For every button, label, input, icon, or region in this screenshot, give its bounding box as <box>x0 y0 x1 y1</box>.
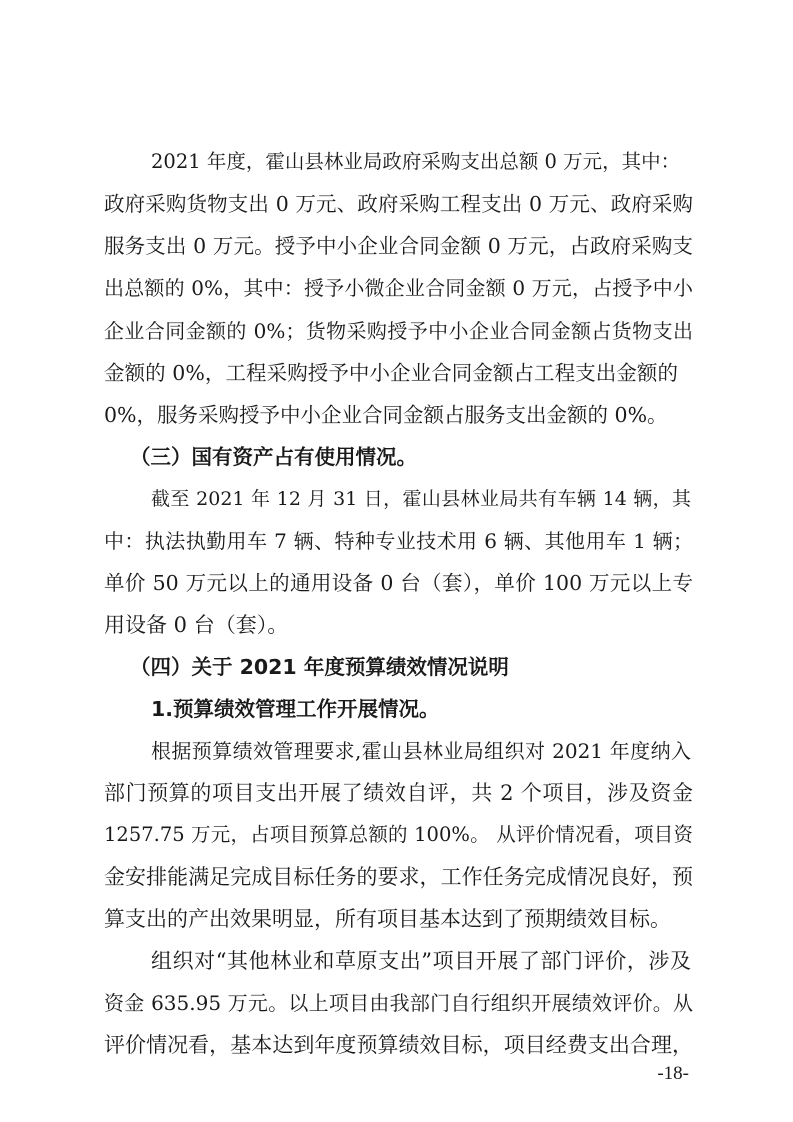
paragraph-line: 企业合同金额的 0%；货物采购授予中小企业合同金额占货物支出 <box>104 319 693 343</box>
paragraph-line: 中：执法执勤用车 7 辆、特种专业技术用 6 辆、其他用车 1 辆； <box>104 529 693 553</box>
paragraph-line: 0%，服务采购授予中小企业合同金额占服务支出金额的 0%。 <box>104 403 668 427</box>
section-heading: （三）国有资产占有使用情况。 <box>130 445 417 469</box>
paragraph-line: 服务支出 0 万元。授予中小企业合同金额 0 万元，占政府采购支 <box>104 234 693 258</box>
paragraph-line: 2021 年度，霍山县林业局政府采购支出总额 0 万元，其中： <box>151 150 681 173</box>
paragraph-line: 政府采购货物支出 0 万元、政府采购工程支出 0 万元、政府采购 <box>104 192 693 216</box>
paragraph-line: 1257.75 万元，占项目预算总额的 100%。 从评价情况看，项目资 <box>104 823 693 846</box>
paragraph-line: 根据预算绩效管理要求,霍山县林业局组织对 2021 年度纳入 <box>151 739 691 763</box>
subsection-heading: 1.预算绩效管理工作开展情况。 <box>151 697 440 721</box>
section-heading: （四）关于 2021 年度预算绩效情况说明 <box>130 655 509 679</box>
paragraph-line: 截至 2021 年 12 月 31 日，霍山县林业局共有车辆 14 辆，其 <box>151 488 691 510</box>
paragraph-line: 单价 50 万元以上的通用设备 0 台（套），单价 100 万元以上专 <box>104 571 693 595</box>
paragraph-line: 资金 635.95 万元。以上项目由我部门自行组织开展绩效评价。从 <box>104 991 693 1015</box>
paragraph-line: 组织对“其他林业和草原支出”项目开展了部门评价，涉及 <box>151 949 691 973</box>
paragraph-line: 算支出的产出效果明显，所有项目基本达到了预期绩效目标。 <box>104 907 671 931</box>
paragraph-line: 金额的 0%，工程采购授予中小企业合同金额占工程支出金额的 <box>104 361 678 385</box>
page-number: -18- <box>657 1063 689 1084</box>
paragraph-line: 用设备 0 台（套）。 <box>104 613 289 637</box>
paragraph-line: 评价情况看，基本达到年度预算绩效目标，项目经费支出合理， <box>104 1033 693 1057</box>
paragraph-line: 出总额的 0%，其中：授予小微企业合同金额 0 万元，占授予中小 <box>104 276 693 300</box>
paragraph-line: 金安排能满足完成目标任务的要求，工作任务完成情况良好，预 <box>104 865 693 889</box>
paragraph-line: 部门预算的项目支出开展了绩效自评，共 2 个项目，涉及资金 <box>104 781 693 805</box>
